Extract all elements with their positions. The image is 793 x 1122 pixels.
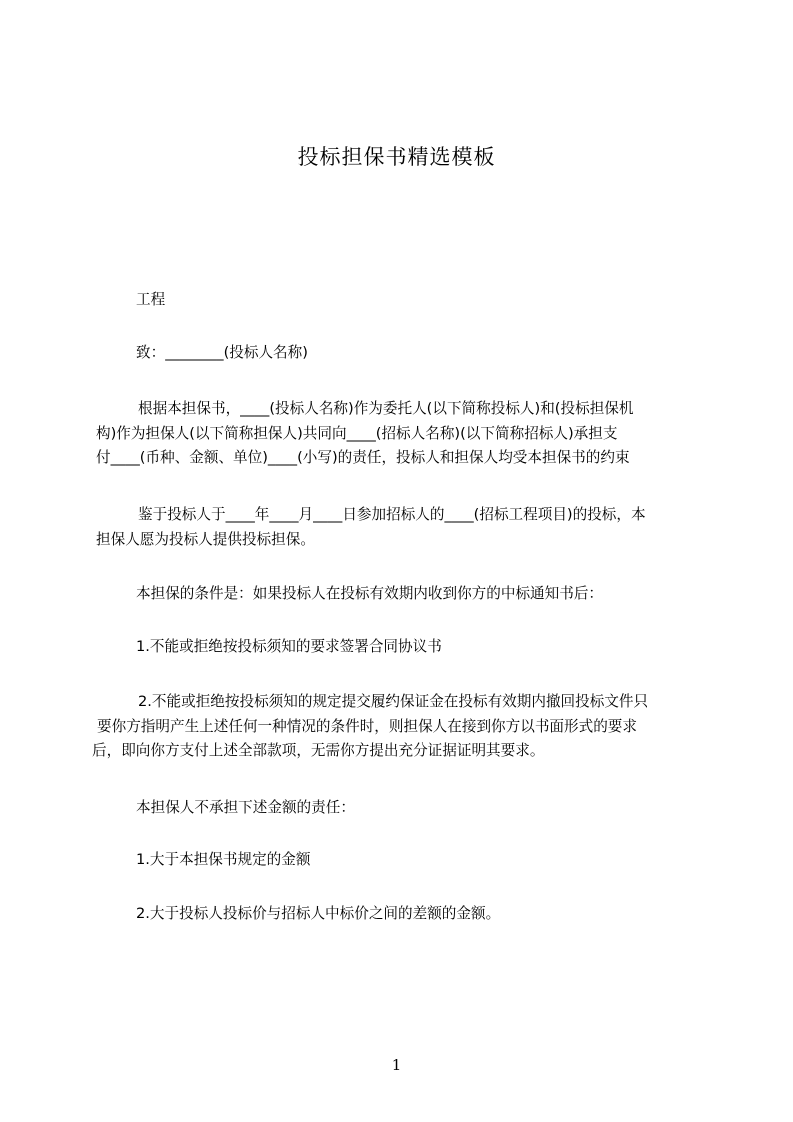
paragraph-line: 本担保的条件是：如果投标人在投标有效期内收到你方的中标通知书后： [136, 585, 604, 602]
paragraph-line: 2.大于投标人投标价与招标人中标价之间的差额的金额。 [136, 905, 501, 922]
paragraph-line: 根据本担保书，____(投标人名称)作为委托人(以下简称投标人)和(投标担保机 [138, 400, 634, 417]
paragraph-line: 担保人愿为投标人提供投标担保。 [96, 530, 315, 548]
paragraph-condition-1 [96, 635, 700, 660]
paragraph-project [96, 288, 700, 313]
paragraph-line: 致：________(投标人名称) [136, 344, 308, 361]
paragraph-line: 后，即向你方支付上述全部款项，无需你方提出充分证据证明其要求。 [92, 742, 545, 759]
paragraph-line: 1.不能或拒绝按投标须知的要求签署合同协议书 [136, 638, 442, 655]
paragraph-line: 工程 [136, 291, 166, 308]
paragraph-to [96, 341, 700, 366]
paragraph-line: 要你方指明产生上述任何一种情况的条件时，则担保人在接到你方以书面形式的要求 [97, 717, 637, 735]
page-number: 1 [391, 1056, 402, 1074]
paragraph-line: 2.不能或拒绝按投标须知的规定提交履约保证金在投标有效期内撤回投标文件只 [138, 693, 649, 710]
paragraph-line: 鉴于投标人于____年____月____日参加招标人的____(招标工程项目)的投标，本 [138, 506, 646, 523]
paragraph-line: 1.大于本担保书规定的金额 [136, 851, 311, 868]
paragraph-line: 构)作为担保人(以下简称担保人)共同向____(招标人名称)(以下简称招标人)承担支 [96, 424, 618, 442]
paragraph-whereas [96, 503, 700, 552]
paragraph-condition-2 [92, 690, 700, 764]
paragraph-basis [96, 397, 700, 471]
paragraph-conditions [96, 582, 700, 607]
paragraph-exclusion-2 [96, 902, 700, 927]
document-title: 投标担保书精选模板 [297, 145, 496, 169]
paragraph-exclusion-1 [96, 848, 700, 873]
paragraph-line: 付____(币种、金额、单位)____(小写)的责任，投标人和担保人均受本担保书的约束 [96, 449, 630, 466]
paragraph-line: 本担保人不承担下述金额的责任： [136, 799, 355, 816]
paragraph-exclusions [96, 796, 700, 821]
